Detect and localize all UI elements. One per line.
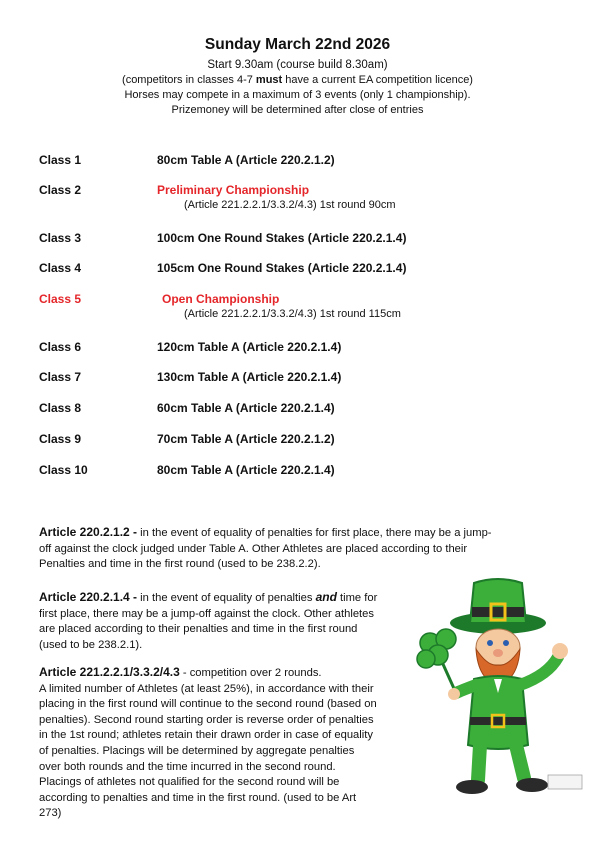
- class-label: Class 5: [39, 292, 82, 306]
- article-text: in the event of equality of penalties for first place, there may be a jump-off against the clock judged under Table A. Other Athletes are placed according to their Penalties and time in the first round (used to be 238.2.2).: [39, 527, 492, 571]
- header: [0, 36, 595, 118]
- prizemoney-note: Prizemoney will be determined after close of entries: [171, 104, 424, 116]
- article-221-2-2-1: [39, 665, 377, 822]
- hat-icon: [450, 579, 546, 634]
- class-label: Class 8: [39, 401, 82, 415]
- class-description: 120cm Table A (Article 220.2.1.4): [157, 340, 342, 354]
- max-events-note: Horses may compete in a maximum of 3 events (only 1 championship).: [124, 89, 471, 101]
- article-220-2-1-2: [39, 525, 494, 573]
- class-description: 60cm Table A (Article 220.2.1.4): [157, 401, 335, 415]
- class-description: 130cm Table A (Article 220.2.1.4): [157, 370, 342, 384]
- class-description: Preliminary Championship: [157, 183, 310, 197]
- class-description: Open Championship: [162, 292, 280, 306]
- class-label: Class 9: [39, 432, 82, 446]
- page-title: Sunday March 22nd 2026: [204, 36, 391, 53]
- shamrock-icon: [417, 629, 456, 693]
- start-time: Start 9.30am (course build 8.30am): [207, 59, 388, 71]
- licence-post: have a current EA competition licence): [282, 74, 473, 86]
- article-text-post: time for first place, there may be a jump-off against the clock. Other athletes are placed according to their penalties and time in the first round (used to be 238.2.1).: [39, 592, 378, 651]
- class-description: 80cm Table A (Article 220.2.1.4): [157, 463, 335, 477]
- licence-must: must: [255, 74, 283, 86]
- class-description: 105cm One Round Stakes (Article 220.2.1.4): [157, 261, 407, 275]
- watermark-logo: [548, 775, 582, 789]
- article-emphasis: and: [315, 590, 337, 604]
- class-label: Class 3: [39, 231, 82, 245]
- article-text-first: - competition over 2 rounds.: [179, 667, 322, 679]
- article-text-pre: in the event of equality of penalties: [137, 592, 316, 604]
- class-label: Class 10: [39, 463, 88, 477]
- class-subtitle: (Article 221.2.2.1/3.3.2/4.3) 1st round 115cm: [184, 308, 401, 320]
- licence-pre: (competitors in classes 4-7: [122, 74, 256, 86]
- leprechaun-image: [408, 575, 588, 805]
- class-label: Class 1: [39, 153, 82, 167]
- article-heading: Article 221.2.2.1/3.3.2/4.3: [39, 665, 180, 679]
- licence-note: [0, 73, 595, 88]
- article-heading: Article 220.2.1.4 -: [39, 590, 138, 604]
- class-description: 80cm Table A (Article 220.2.1.2): [157, 153, 335, 167]
- class-label: Class 6: [39, 340, 82, 354]
- article-220-2-1-4: [39, 590, 384, 653]
- class-subtitle: (Article 221.2.2.1/3.3.2/4.3) 1st round 90cm: [184, 199, 396, 211]
- article-text: A limited number of Athletes (at least 25%), in accordance with their placing in the first round will continue to the second round (based on penalties). Second round starting order is reverse order of penalties in the 1st round; athletes retain their drawn order in case of equality of penalties. Placings will be determined by aggregate penalties over both rounds and the time incurred in the second round. Placings of athletes not qualified for the second round will be according to penalties and time in the first round. (used to be Art 273): [39, 682, 377, 820]
- class-label: Class 2: [39, 183, 82, 197]
- class-label: Class 4: [39, 261, 82, 275]
- article-heading: Article 220.2.1.2 -: [39, 525, 138, 539]
- class-label: Class 7: [39, 370, 82, 384]
- class-description: 100cm One Round Stakes (Article 220.2.1.4): [157, 231, 407, 245]
- class-description: 70cm Table A (Article 220.2.1.2): [157, 432, 335, 446]
